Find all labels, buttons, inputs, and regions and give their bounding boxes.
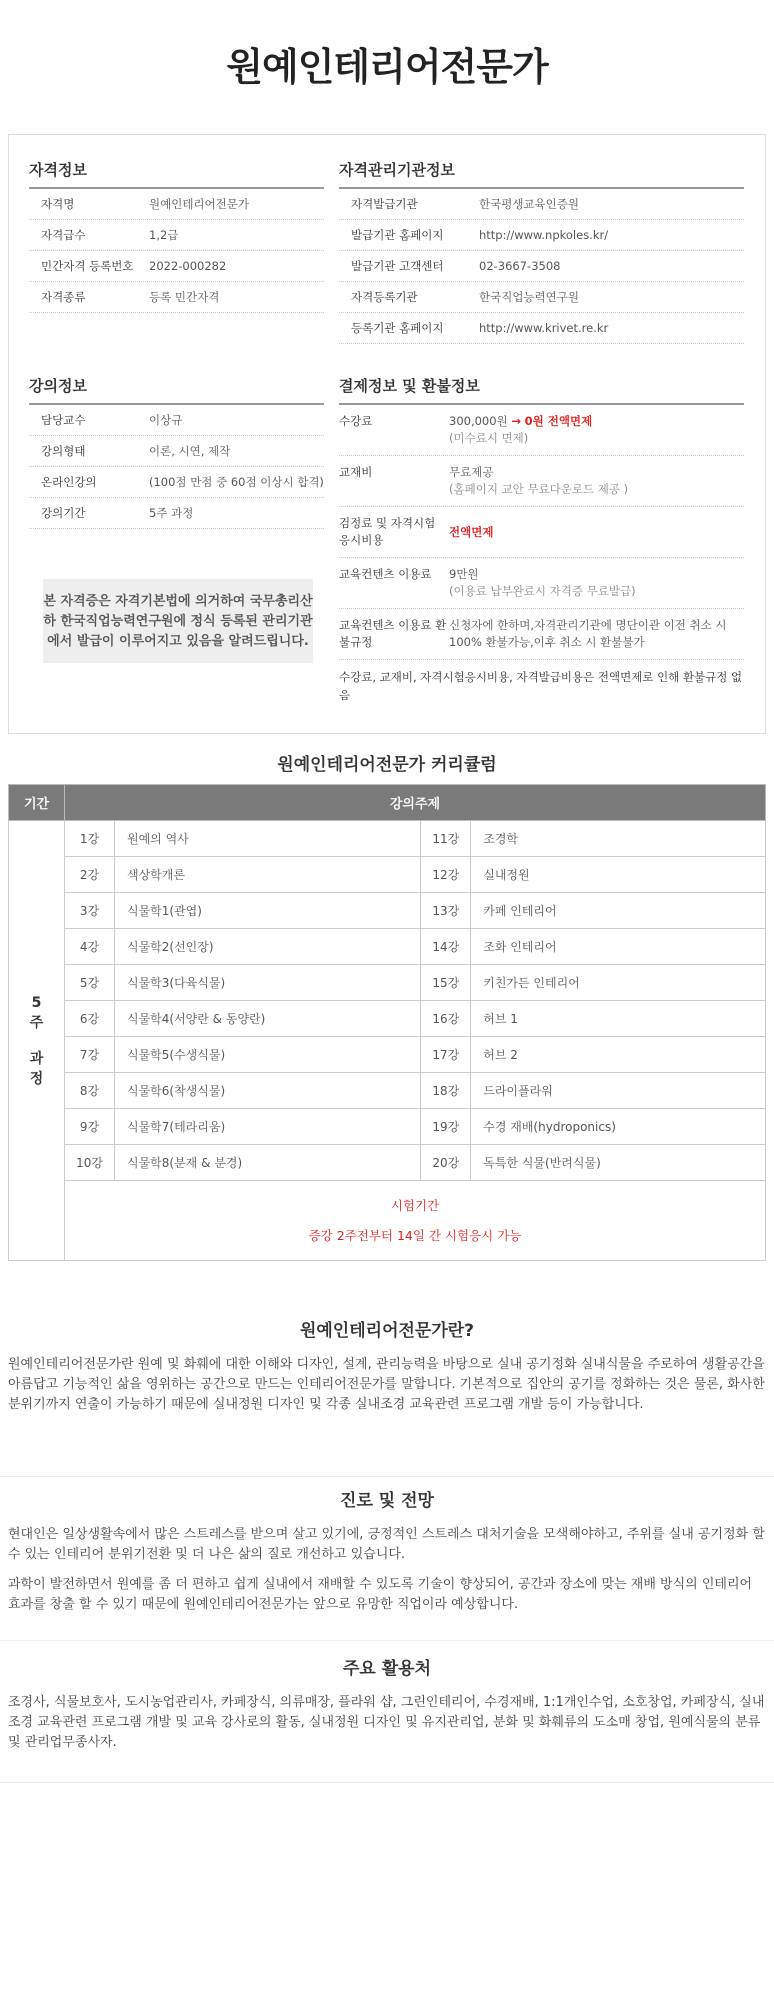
curriculum-title: 원예인테리어전문가 커리큘럼 <box>277 755 497 775</box>
info-row <box>29 220 324 251</box>
issuer-homepage-link[interactable]: http://www.npkoles.kr/ <box>479 228 609 242</box>
info-value: 이상규 <box>149 413 183 427</box>
info-row <box>339 282 744 313</box>
content-sub: (이용료 납부완료시 자격증 무료발급) <box>449 584 636 598</box>
notice-box <box>43 579 313 663</box>
paragraph: 현대인은 일상생활속에서 많은 스트레스를 받으며 살고 있기에, 긍정적인 스트레스 대처기술을 모색해야하고, 주위를 실내 공기정화 할 수 있는 인테리어 분위기전환 및 더 나은 삶의 질로 개선하고 있습니다. <box>8 1527 765 1562</box>
lecture-subject: 식물학4(서양란 & 동양란) <box>115 1001 421 1037</box>
curriculum-table <box>8 784 766 1261</box>
exam-row <box>9 1181 766 1261</box>
lecture-number: 4강 <box>65 929 115 965</box>
section-heading: 강의정보 <box>29 375 324 405</box>
info-value: 등록 민간자격 <box>149 290 220 304</box>
exam-desc: 증강 2주전부터 14일 간 시험응시 가능 <box>308 1227 522 1243</box>
lecture-section <box>29 375 324 529</box>
subject-header: 강의주제 <box>65 785 766 821</box>
lecture-subject: 허브 1 <box>471 1001 766 1037</box>
lecture-subject: 식물학8(분재 & 분경) <box>115 1145 421 1181</box>
info-value: 02-3667-3508 <box>479 259 561 273</box>
lecture-number: 9강 <box>65 1109 115 1145</box>
lecture-subject: 식물학7(테라리움) <box>115 1109 421 1145</box>
info-key: 자격발급기관 <box>351 197 418 211</box>
paragraph: 과학이 발전하면서 원예를 좀 더 편하고 쉽게 실내에서 재배할 수 있도록 기술이 향상되어, 공간과 장소에 맞는 재배 방식의 인테리어 효과를 창출 할 수 있기 때문에 원예인테리어전문가는 앞으로 유망한 직업이라 예상합니다. <box>8 1577 753 1612</box>
divider <box>0 1640 774 1641</box>
lecture-number: 16강 <box>421 1001 471 1037</box>
page-title: 원예인테리어전문가 <box>226 45 548 89</box>
divider <box>0 1782 774 1783</box>
lecture-subject: 실내정원 <box>471 857 766 893</box>
payment-value <box>449 413 744 447</box>
lecture-subject: 식물학3(다육식물) <box>115 965 421 1001</box>
info-row <box>339 313 744 344</box>
info-key: 등록기관 홈페이지 <box>351 321 444 335</box>
lecture-number: 10강 <box>65 1145 115 1181</box>
paragraph: 원예인테리어전문가란 원예 및 화훼에 대한 이해와 디자인, 설계, 관리능력을 바탕으로 실내 공기정화 실내식물을 주로하여 생활공간을 아름답고 기능적인 삶을 영위하는 공간으로 만드는 인테리어전문가를 말합니다. 기본적으로 집안의 공기를 정화하는 것은 물론, 화사한 분위기까지 연출이 가능하기 때문에 실내정원 디자인 및 각종 실내조경 교육관련 프로그램 개발 등이 가능합니다. <box>8 1357 765 1412</box>
info-row <box>29 498 324 529</box>
info-key: 강의기간 <box>41 506 86 520</box>
lecture-number: 14강 <box>421 929 471 965</box>
table-row <box>9 821 766 857</box>
payment-key: 교육컨텐츠 이용료 환불규정 <box>339 618 447 649</box>
info-value: 이론, 시연, 제작 <box>149 444 231 458</box>
payment-row-exam <box>339 507 744 558</box>
info-key: 발급기관 홈페이지 <box>351 228 444 242</box>
info-value: 1,2급 <box>149 228 179 242</box>
payment-row-content <box>339 558 744 609</box>
lecture-number: 1강 <box>65 821 115 857</box>
payment-row-refund <box>339 609 744 660</box>
info-value: 5주 과정 <box>149 506 194 520</box>
info-row <box>339 251 744 282</box>
registrar-homepage-link[interactable]: http://www.krivet.re.kr <box>479 321 609 335</box>
lecture-subject: 드라이플라워 <box>471 1073 766 1109</box>
lecture-subject: 식물학5(수생식물) <box>115 1037 421 1073</box>
table-row <box>9 1001 766 1037</box>
lecture-subject: 키친가든 인테리어 <box>471 965 766 1001</box>
info-row <box>29 467 324 498</box>
period-cell <box>9 821 65 1261</box>
period-label: 정 <box>29 1070 44 1087</box>
table-row <box>9 893 766 929</box>
lecture-subject: 조경학 <box>471 821 766 857</box>
section-heading: 자격정보 <box>29 159 324 189</box>
lecture-subject: 카페 인테리어 <box>471 893 766 929</box>
exam-cell <box>65 1181 766 1261</box>
info-key: 자격급수 <box>41 228 86 242</box>
payment-key: 수강료 <box>339 414 373 428</box>
career-section <box>8 1486 766 1625</box>
payment-value <box>449 515 744 549</box>
lecture-subject: 조화 인테리어 <box>471 929 766 965</box>
info-row <box>29 282 324 313</box>
lecture-number: 8강 <box>65 1073 115 1109</box>
divider <box>0 1476 774 1477</box>
table-row <box>9 857 766 893</box>
info-key: 민간자격 등록번호 <box>41 259 134 273</box>
info-box <box>8 134 766 734</box>
info-key: 담당교수 <box>41 413 86 427</box>
info-row <box>339 189 744 220</box>
info-row <box>29 436 324 467</box>
content-value: 9만원 <box>449 567 479 581</box>
period-label: 과 <box>29 1050 44 1067</box>
info-row <box>29 189 324 220</box>
lecture-number: 15강 <box>421 965 471 1001</box>
refund-value: 신청자에 한하며,자격관리기관에 명단이관 이전 취소 시 100% 환불가능,이후 취소 시 환불불가 <box>449 618 727 649</box>
lecture-number: 19강 <box>421 1109 471 1145</box>
lecture-number: 13강 <box>421 893 471 929</box>
about-section <box>8 1316 766 1425</box>
tuition-sub: (미수료시 면제) <box>449 431 529 445</box>
table-row <box>9 1145 766 1181</box>
period-label: 5 <box>31 994 42 1011</box>
payment-value <box>449 464 744 498</box>
payment-note: 수강료, 교재비, 자격시험응시비용, 자격발급비용은 전액면제로 인해 환불규정 없음 <box>339 670 743 702</box>
period-label: 주 <box>29 1014 44 1031</box>
info-row <box>29 251 324 282</box>
payment-row-tuition <box>339 405 744 456</box>
lecture-number: 5강 <box>65 965 115 1001</box>
arrow-icon: → <box>511 414 521 428</box>
lecture-subject: 식물학6(착생식물) <box>115 1073 421 1109</box>
agency-section <box>339 159 744 344</box>
lecture-subject: 독특한 식물(반려식물) <box>471 1145 766 1181</box>
section-title: 주요 활용처 <box>342 1659 432 1679</box>
usage-section <box>8 1654 766 1763</box>
info-value: 2022-000282 <box>149 259 227 273</box>
info-row <box>29 405 324 436</box>
info-value: (100점 만점 중 60점 이상시 합격) <box>149 475 324 489</box>
lecture-subject: 수경 재배(hydroponics) <box>471 1109 766 1145</box>
lecture-number: 17강 <box>421 1037 471 1073</box>
payment-row-material <box>339 456 744 507</box>
notice-text: 본 자격증은 자격기본법에 의거하여 국무총리산하 한국직업능력연구원에 정식 등록된 관리기관에서 발급이 이루어지고 있음을 알려드립니다. <box>43 594 313 649</box>
paragraph: 조경사, 식물보호사, 도시농업관리사, 카페장식, 의류매장, 플라워 샵, 그린인테리어, 수경재배, 1:1개인수업, 소호창업, 카페장식, 실내조경 교육관련 프로그램 개발 및 교육 강사로의 활동, 실내정원 디자인 및 유지관리업, 분화 및 화훼류의 도소매 창업, 원예식물의 분류 및 관리업무종사자. <box>8 1695 765 1750</box>
lecture-number: 20강 <box>421 1145 471 1181</box>
section-title: 진로 및 전망 <box>340 1491 434 1511</box>
lecture-number: 3강 <box>65 893 115 929</box>
payment-value <box>449 566 744 600</box>
exam-title: 시험기간 <box>390 1197 440 1213</box>
table-row <box>9 1109 766 1145</box>
lecture-subject: 식물학2(선인장) <box>115 929 421 965</box>
info-key: 자격명 <box>41 197 75 211</box>
curriculum-header-row <box>9 785 766 821</box>
section-heading: 자격관리기관정보 <box>339 159 744 189</box>
tuition-free: 0원 전액면제 <box>524 414 593 428</box>
lecture-subject: 허브 2 <box>471 1037 766 1073</box>
info-key: 발급기관 고객센터 <box>351 259 444 273</box>
lecture-number: 2강 <box>65 857 115 893</box>
info-value: 한국평생교육인증원 <box>479 197 579 211</box>
lecture-number: 7강 <box>65 1037 115 1073</box>
material-sub: (홈페이지 교안 무료다운로드 제공 ) <box>449 482 629 496</box>
lecture-number: 12강 <box>421 857 471 893</box>
exam-free: 전액면제 <box>449 524 494 539</box>
lecture-number: 11강 <box>421 821 471 857</box>
payment-key: 교재비 <box>339 465 373 479</box>
info-key: 자격종류 <box>41 290 86 304</box>
lecture-subject: 식물학1(관엽) <box>115 893 421 929</box>
payment-section <box>339 375 744 704</box>
info-value: 한국직업능력연구원 <box>479 290 579 304</box>
qualification-section <box>29 159 324 313</box>
info-value: 원예인테리어전문가 <box>149 197 249 211</box>
lecture-number: 6강 <box>65 1001 115 1037</box>
lecture-subject: 원예의 역사 <box>115 821 421 857</box>
period-header: 기간 <box>9 785 65 821</box>
lecture-number: 18강 <box>421 1073 471 1109</box>
payment-key: 검정료 및 자격시험 응시비용 <box>339 516 436 547</box>
info-key: 자격등록기관 <box>351 290 418 304</box>
material-value: 무료제공 <box>449 465 494 479</box>
table-row <box>9 929 766 965</box>
lecture-subject: 색상학개론 <box>115 857 421 893</box>
section-heading: 결제정보 및 환불정보 <box>339 375 744 405</box>
info-key: 온라인강의 <box>41 475 97 489</box>
table-row <box>9 1073 766 1109</box>
section-title: 원예인테리어전문가란? <box>299 1321 475 1341</box>
info-key: 강의형태 <box>41 444 86 458</box>
table-row <box>9 965 766 1001</box>
table-row <box>9 1037 766 1073</box>
payment-key: 교육컨텐츠 이용료 <box>339 567 432 581</box>
tuition-price: 300,000원 <box>449 414 508 428</box>
info-row <box>339 220 744 251</box>
